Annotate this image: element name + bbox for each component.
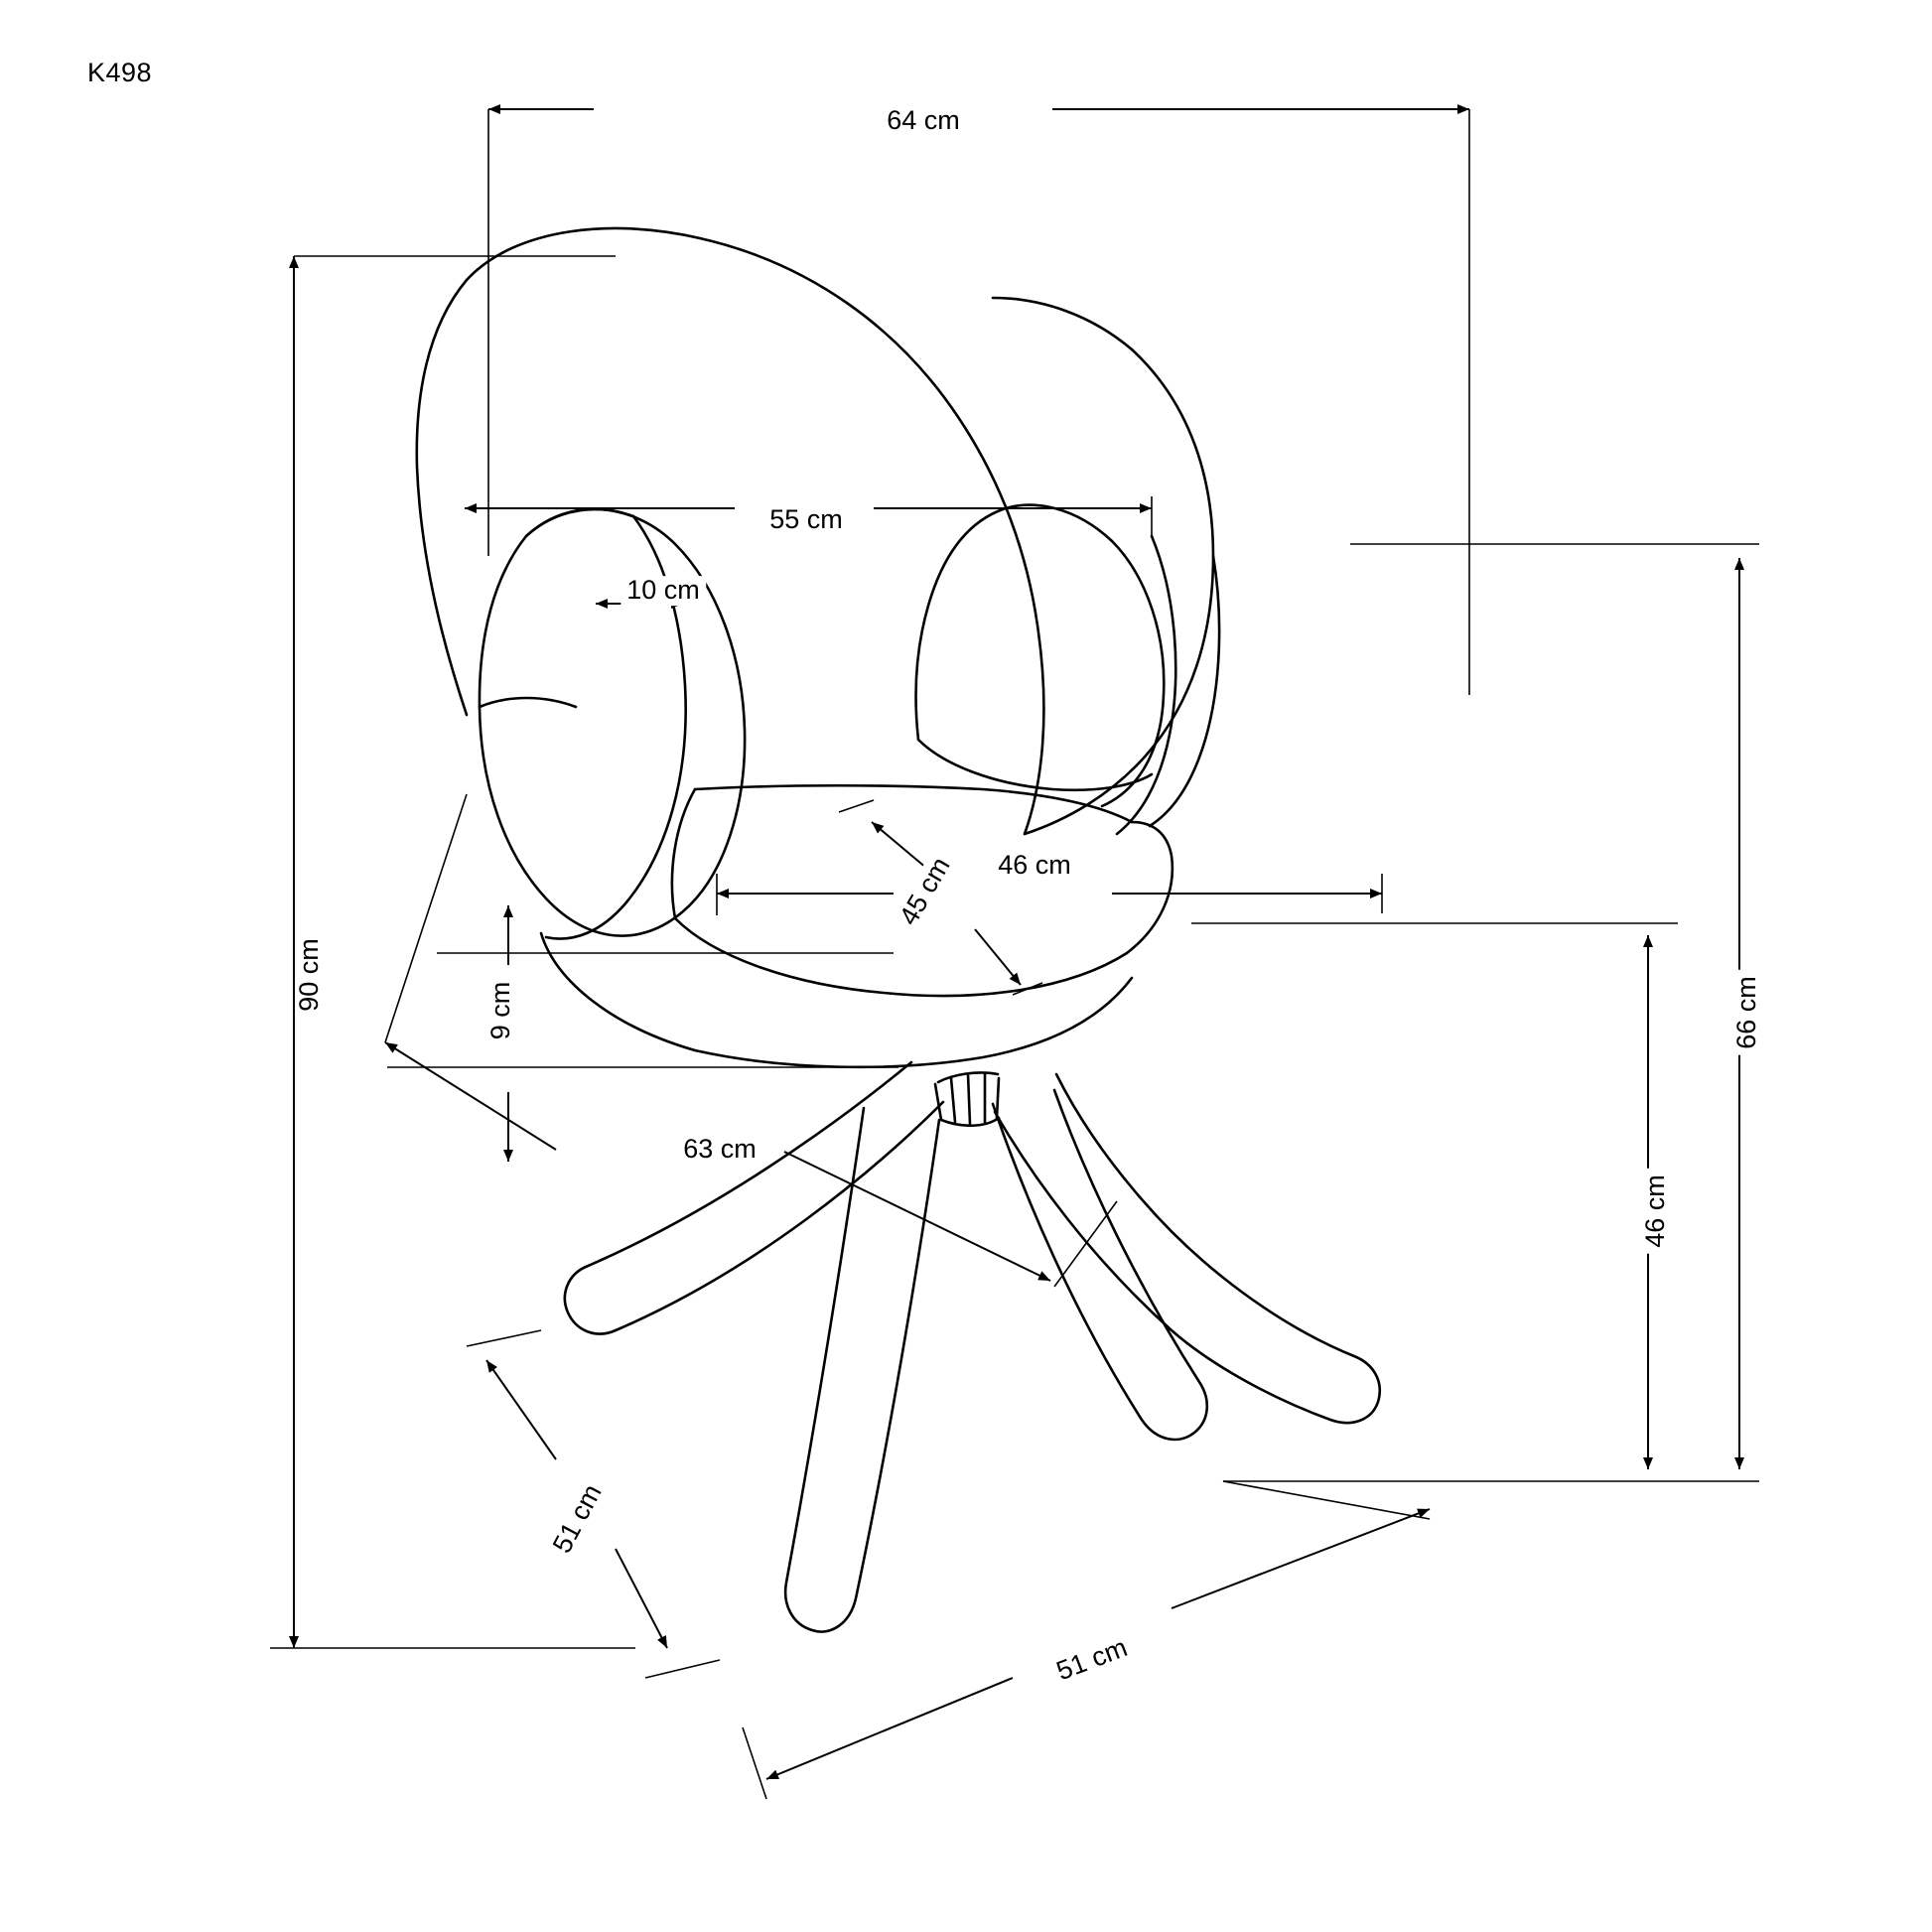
dim-label-base-span-right: 51 cm bbox=[1047, 1631, 1137, 1689]
dim-label-overall-width: 64 cm bbox=[881, 106, 966, 136]
dim-51R-line-a bbox=[766, 1678, 1013, 1779]
dim-51L-line-b bbox=[616, 1549, 667, 1648]
swivel-hub-ribs bbox=[935, 1074, 999, 1124]
dim-51L-line-a bbox=[486, 1360, 556, 1459]
dim-label-seat-width: 46 cm bbox=[992, 851, 1077, 881]
dim-51R-ext-a bbox=[743, 1727, 766, 1799]
dim-label-armrest-height: 66 cm bbox=[1732, 970, 1762, 1055]
dim-label-armrest-thickness: 9 cm bbox=[486, 976, 516, 1046]
dim-63-line-a bbox=[385, 1042, 556, 1150]
dim-45-line-b bbox=[975, 929, 1021, 985]
dim-45-tick-a bbox=[839, 800, 874, 812]
backrest-right-shell bbox=[1025, 349, 1213, 834]
dim-51L-tick-b bbox=[645, 1660, 720, 1678]
right-armrest-outer bbox=[1102, 541, 1164, 806]
dimension-lines-group bbox=[270, 109, 1759, 1799]
seat-right-edge bbox=[1127, 822, 1173, 953]
dim-label-base-span-left: 51 cm bbox=[545, 1474, 611, 1563]
dim-label-overall-height: 90 cm bbox=[295, 932, 325, 1018]
chair-outline-group bbox=[417, 228, 1380, 1632]
left-arm-lower-edge bbox=[541, 933, 695, 1050]
leg-back-right bbox=[995, 1074, 1380, 1423]
dim-label-overall-depth: 63 cm bbox=[677, 1135, 762, 1165]
backrest-left-edge bbox=[417, 280, 467, 715]
left-armrest-mid-seam bbox=[480, 698, 576, 707]
dim-45-tick-b bbox=[1013, 983, 1042, 995]
dim-63-ext-a bbox=[385, 794, 467, 1042]
right-armrest-top bbox=[915, 505, 1112, 740]
backrest-right-top bbox=[993, 298, 1132, 349]
left-armrest-ellipse bbox=[480, 509, 745, 936]
dim-51L-tick-a bbox=[467, 1330, 541, 1346]
seat-left-edge bbox=[672, 789, 695, 918]
leg-front-left bbox=[785, 1108, 939, 1632]
dim-label-backrest-thickness: 10 cm bbox=[621, 576, 706, 606]
backrest-outer-right-seam bbox=[1150, 556, 1219, 826]
dim-label-backrest-width: 55 cm bbox=[763, 505, 849, 535]
dim-51R-ext-b bbox=[1223, 1481, 1430, 1519]
seat-front-lower-edge bbox=[675, 918, 1127, 996]
dim-label-seat-height: 46 cm bbox=[1641, 1169, 1671, 1254]
seat-bottom-shadow bbox=[695, 978, 1132, 1067]
model-code-label: K498 bbox=[87, 58, 153, 87]
dim-51R-line-b bbox=[1172, 1509, 1430, 1608]
backrest-outer-top-edge bbox=[467, 228, 1043, 834]
leg-front-right bbox=[993, 1090, 1207, 1440]
leg-back-left bbox=[565, 1062, 943, 1334]
dim-label-seat-depth: 45 cm bbox=[892, 848, 959, 936]
